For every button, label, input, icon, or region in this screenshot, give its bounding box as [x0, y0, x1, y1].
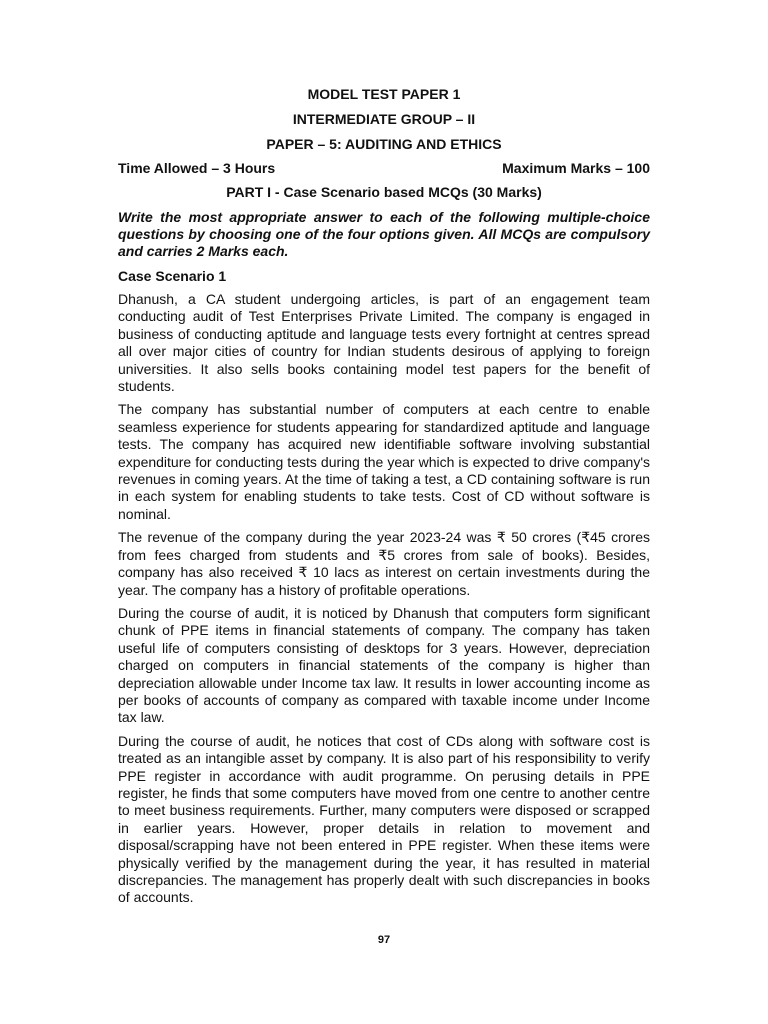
paper-heading: PAPER – 5: AUDITING AND ETHICS	[266, 136, 502, 152]
case-paragraph: Dhanush, a CA student undergoing articles, is part of an engagement team conducting audit of Test Enterprises Private Limited. The company is engaged in business of conducting aptitude and language tests every fortnight at centres spread all over major cities of country for Indian students desirous of applying to foreign universities. It also sells books containing model test papers for the benefit of students.	[118, 291, 650, 395]
group-heading: INTERMEDIATE GROUP – II	[292, 111, 476, 127]
case-scenario-title: Case Scenario 1	[118, 268, 227, 284]
time-allowed: Time Allowed – 3 Hours	[118, 160, 276, 176]
part-heading: PART I - Case Scenario based MCQs (30 Marks)	[226, 184, 542, 200]
instruction-text: Write the most appropriate answer to each of the following multiple-choice questions by choosing one of the four options given. All MCQs are compulsory and carries 2 Marks each.	[118, 209, 650, 259]
case-paragraph: During the course of audit, it is noticed by Dhanush that computers form significant chunk of PPE items in financial statements of company. The company has taken useful life of computers consisting of desktops for 3 years. However, depreciation charged on computers in financial statements of the company is higher than depreciation allowable under Income tax law. It results in lower accounting income as per books of accounts of company as compared with taxable income under Income tax law.	[118, 604, 650, 726]
case-paragraph: The company has substantial number of computers at each centre to enable seamless experience for students appearing for standardized aptitude and language tests. The company has acquired new identifiable software involving substantial expenditure for conducting tests during the year which is expected to drive company's revenues in coming years. At the time of taking a test, a CD containing software is run in each system for enabling students to take tests. Cost of CD without software is nominal.	[118, 401, 650, 522]
page-number: 97	[377, 934, 391, 946]
maximum-marks: Maximum Marks – 100	[502, 160, 650, 176]
case-paragraph: During the course of audit, he notices that cost of CDs along with software cost is treated as an intangible asset by company. It is also part of his responsibility to verify PPE register in accordance with audit programme. On perusing details in PPE register, he finds that some computers have moved from one centre to another centre to meet business requirements. Further, many computers were disposed or scrapped in earlier years. However, proper details in relation to movement and disposal/scrapping have not been entered in PPE register. When these items were physically verified by the management during the year, it has resulted in material discrepancies. The management has properly dealt with such discrepancies in books of accounts.	[118, 732, 650, 906]
exam-meta-row	[118, 160, 650, 176]
paper-title: MODEL TEST PAPER 1	[307, 86, 461, 102]
case-paragraph: The revenue of the company during the year 2023-24 was ₹ 50 crores (₹45 crores from fees charged from students and ₹5 crores from sale of books). Besides, company has also received ₹ 10 lacs as interest on certain investments during the year. The company has a history of profitable operations.	[118, 529, 650, 598]
